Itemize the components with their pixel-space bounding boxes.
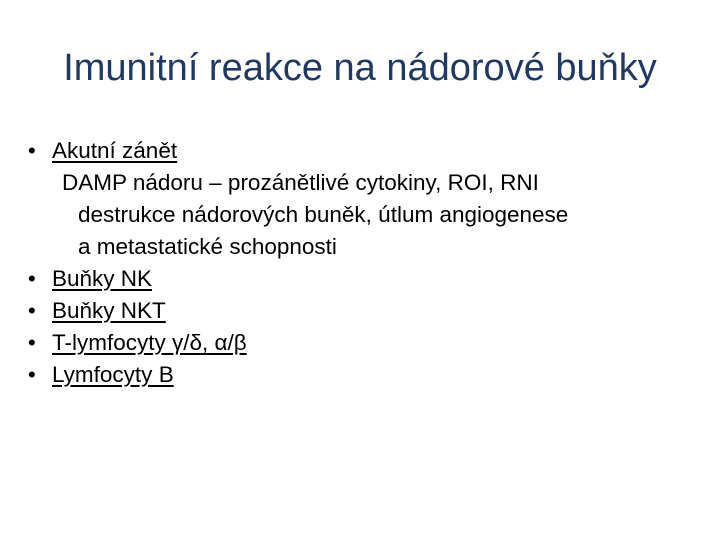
bullet-item-akutni-zanet — [28, 135, 700, 263]
bullet-item-t-lymfocyty — [28, 327, 700, 359]
bullet-label: Buňky NKT — [52, 298, 166, 323]
detail-line: a metastatické schopnosti — [78, 234, 337, 259]
bullet-dot-icon: • — [28, 362, 36, 387]
bullet-dot-icon: • — [28, 266, 36, 291]
bullet-item-bunky-nkt — [28, 295, 700, 327]
bullet-label: Lymfocyty B — [52, 362, 174, 387]
slide-title: Imunitní reakce na nádorové buňky — [63, 47, 657, 89]
bullet-item-bunky-nk — [28, 263, 700, 295]
bullet-dot-icon: • — [28, 298, 36, 323]
detail-line: destrukce nádorových buněk, útlum angiogenese — [78, 202, 569, 227]
detail-line: DAMP nádoru – prozánětlivé cytokiny, ROI, RNI — [62, 170, 539, 195]
bullet-dot-icon: • — [28, 330, 36, 355]
bullet-label: Buňky NK — [52, 266, 153, 291]
bullet-label: Akutní zánět — [52, 138, 178, 163]
bullet-item-lymfocyty-b — [28, 359, 700, 391]
bullet-dot-icon: • — [28, 138, 36, 163]
bullet-list — [28, 135, 700, 391]
bullet-label: T-lymfocyty γ/δ, α/β — [52, 330, 247, 355]
